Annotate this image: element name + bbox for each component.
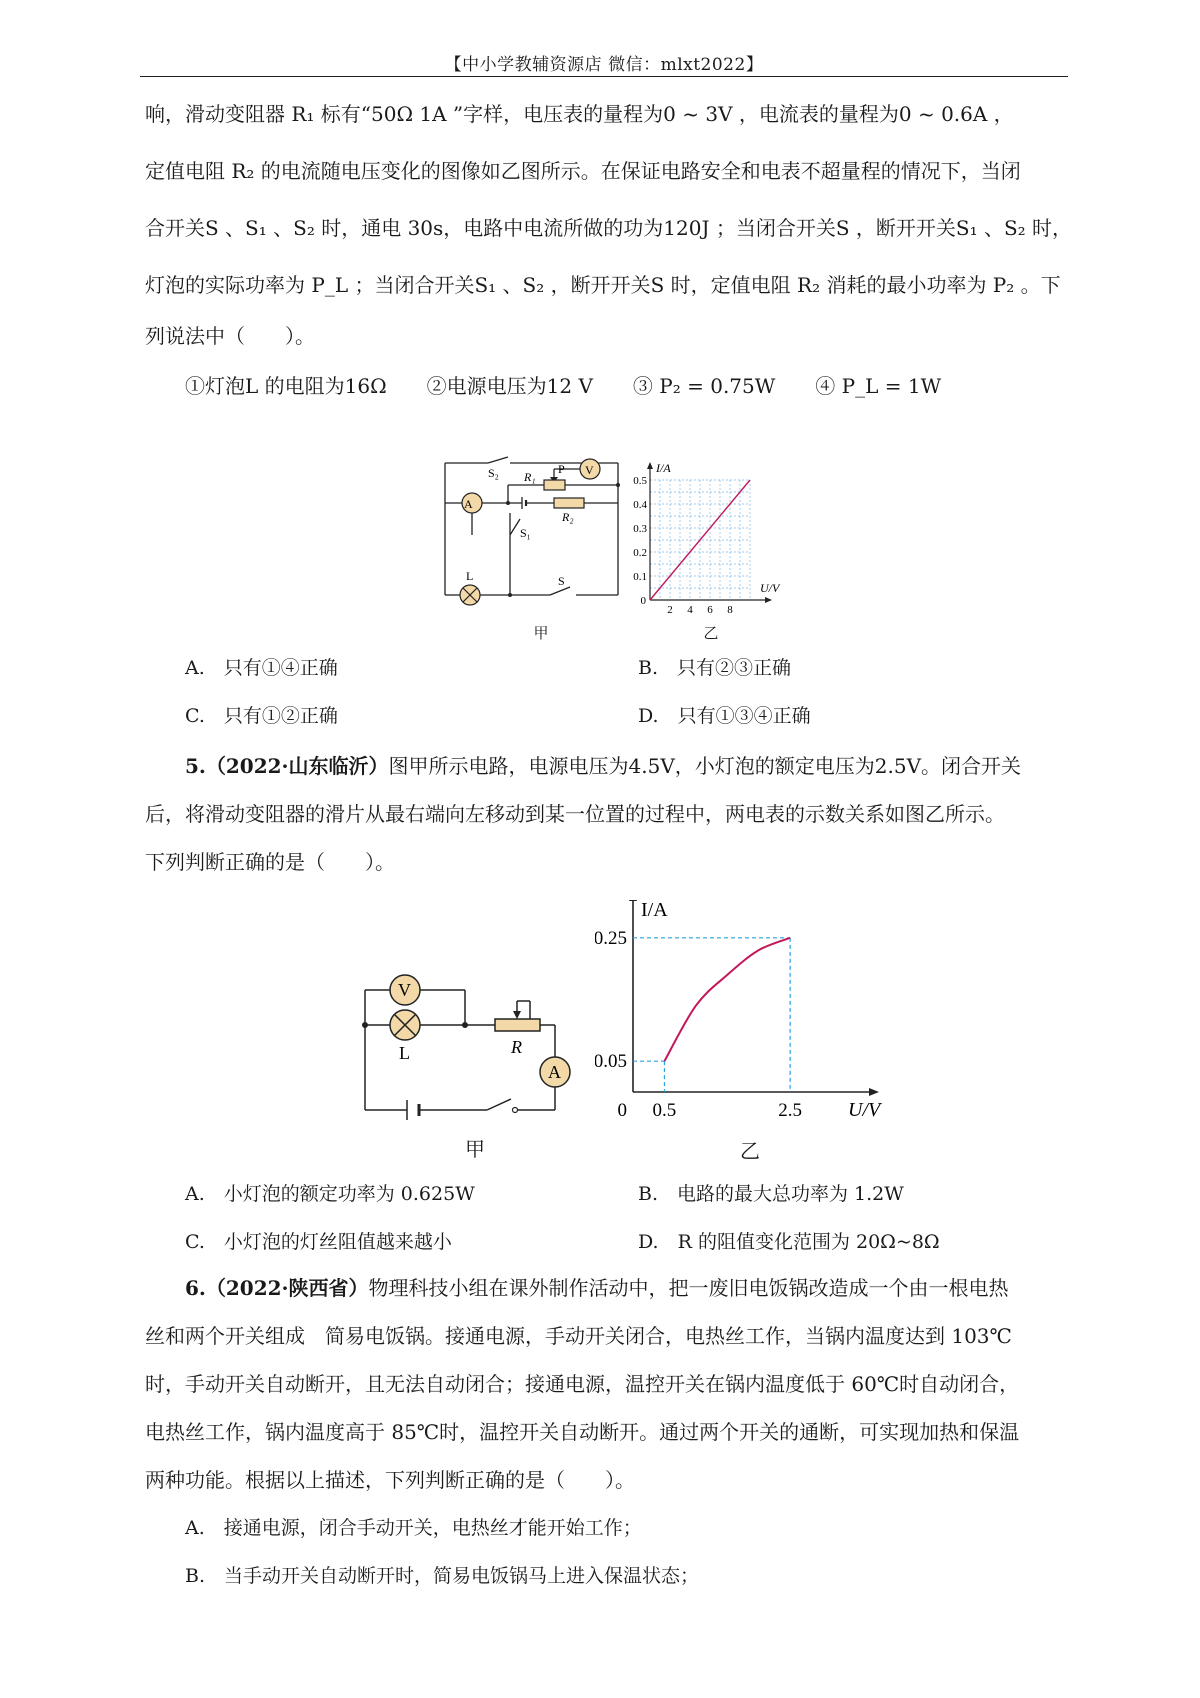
q4-line-2: 定值电阻 R₂ 的电流随电压变化的图像如乙图所示。在保证电路安全和电表不超量程的情况下，当闭 — [145, 159, 1021, 183]
ammeter-label: A — [464, 497, 473, 511]
q6-line-5: 两种功能。根据以上描述，下列判断正确的是（ ）。 — [145, 1468, 635, 1492]
s-label: S — [558, 574, 565, 588]
q6-option-a: A. 接通电源，闭合手动开关，电热丝才能开始工作； — [185, 1517, 642, 1539]
x-axis-arrow — [869, 1088, 879, 1096]
y-tick-label: 0.1 — [633, 571, 647, 583]
y-axis-arrow — [629, 900, 637, 901]
page-header: 【中小学教辅资源店 微信：mlxt2022】 — [444, 55, 764, 75]
q5-line-3: 下列判断正确的是（ ）。 — [145, 850, 395, 874]
x-tick-label: 0.5 — [652, 1100, 677, 1121]
header-rule — [140, 76, 1068, 77]
x-tick-label: 8 — [727, 604, 733, 616]
q4-option-c: C. 只有①②正确 — [185, 705, 338, 727]
q5-lamp-label: L — [399, 1043, 410, 1063]
voltmeter-label: V — [585, 463, 594, 477]
q4-line-1: 响，滑动变阻器 R₁ 标有“50Ω 1A ”字样，电压表的量程为0 ~ 3V ，电流表的量程为0 ~ 0.6A ， — [145, 102, 1014, 126]
series-curve — [664, 938, 790, 1061]
x-axis-label: U/V — [760, 581, 780, 595]
q5-caption-left: 甲 — [465, 1137, 485, 1161]
q6-option-b: B. 当手动开关自动断开时，简易电饭锅马上进入保温状态； — [185, 1565, 700, 1587]
y-axis-label: I/A — [641, 900, 668, 921]
q6-head: 6.（2022·陕西省） — [185, 1276, 369, 1300]
y-tick-label: 0.25 — [595, 927, 627, 949]
x-tick-label: 2 — [667, 604, 673, 616]
q4-caption-left: 甲 — [533, 624, 549, 642]
x-axis-label: U/V — [848, 1099, 881, 1121]
q4-option-d: D. 只有①③④正确 — [638, 705, 811, 727]
q5-caption-right: 乙 — [740, 1139, 760, 1163]
lamp-label: L — [466, 569, 474, 583]
y-tick-label: 0.2 — [633, 547, 647, 559]
y-tick-label: 0.05 — [595, 1051, 627, 1073]
q5-option-c: C. 小灯泡的灯丝阻值越来越小 — [185, 1231, 452, 1253]
q6-line-1 — [185, 1274, 1009, 1302]
q5-line-1-text: 图甲所示电路，电源电压为4.5V，小灯泡的额定电压为2.5V。闭合开关 — [388, 754, 1022, 778]
q4-option-b: B. 只有②③正确 — [638, 657, 792, 679]
x-axis-arrow — [765, 597, 772, 603]
x-tick-label: 4 — [687, 604, 693, 616]
q4-line-5: 列说法中（ ）。 — [145, 324, 315, 348]
q6-line-1-text: 物理科技小组在课外制作活动中，把一废旧电饭锅改造成一个由一根电热 — [368, 1276, 1009, 1300]
q4-circuit-diagram — [440, 455, 630, 610]
s1-label: S₁ — [520, 526, 531, 540]
q5-circuit-diagram — [355, 965, 575, 1125]
y-axis-arrow — [647, 462, 653, 469]
r2-label: R₂ — [562, 510, 574, 524]
q6-line-3: 时，手动开关自动断开，且无法自动闭合；接通电源，温控开关在锅内温度低于 60℃时自动闭合， — [145, 1372, 1020, 1396]
r1-label: R₁ — [524, 470, 536, 484]
q5-line-1 — [185, 752, 1021, 780]
q5-voltmeter-label: V — [398, 980, 411, 1000]
q6-line-4: 电热丝工作，锅内温度高于 85℃时，温控开关自动断开。通过两个开关的通断，可实现加热和保温 — [145, 1420, 1020, 1444]
y-tick-label: 0.5 — [633, 475, 647, 487]
x-tick-label: 2.5 — [778, 1100, 803, 1121]
slider-p-label: P — [558, 462, 565, 476]
y-tick-label: 0.4 — [633, 499, 647, 511]
y-axis-label: I/A — [656, 461, 671, 475]
x-tick-label: 6 — [707, 604, 713, 616]
origin-label: 0 — [617, 1100, 627, 1121]
q4-line-3: 合开关S 、S₁ 、S₂ 时，通电 30s，电路中电流所做的功为120J ；当闭合开关S ，断开开关S₁ 、S₂ 时， — [145, 216, 1073, 240]
q6-line-2: 丝和两个开关组成 简易电饭锅。接通电源，手动开关闭合，电热丝工作，当锅内温度达到 103℃ — [145, 1324, 1012, 1348]
q5-rheostat-label: R — [511, 1037, 522, 1057]
q5-ammeter-label: A — [548, 1062, 561, 1082]
origin-label: 0 — [640, 595, 646, 607]
q4-line-4: 灯泡的实际功率为 P_L ；当闭合开关S₁ 、S₂ ，断开开关S 时，定值电阻 R₂ 消耗的最小功率为 P₂ 。下 — [145, 273, 1061, 297]
q5-line-2: 后，将滑动变阻器的滑片从最右端向左移动到某一位置的过程中，两电表的示数关系如图乙所示。 — [145, 802, 1005, 826]
q5-option-a: A. 小灯泡的额定功率为 0.625W — [185, 1183, 475, 1205]
q5-iv-chart — [595, 900, 900, 1130]
q4-iv-chart — [630, 460, 830, 620]
q5-option-b: B. 电路的最大总功率为 1.2W — [638, 1183, 904, 1205]
q4-option-a: A. 只有①④正确 — [185, 657, 338, 679]
y-tick-label: 0.3 — [633, 523, 647, 535]
q5-head: 5.（2022·山东临沂） — [185, 754, 389, 778]
q4-caption-right: 乙 — [703, 624, 719, 642]
s2-label: S₂ — [488, 466, 499, 480]
q4-statements: ①灯泡L 的电阻为16Ω ②电源电压为12 V ③ P₂ = 0.75W ④ P_L = 1W — [185, 374, 942, 398]
q5-option-d: D. R 的阻值变化范围为 20Ω~8Ω — [638, 1231, 940, 1253]
